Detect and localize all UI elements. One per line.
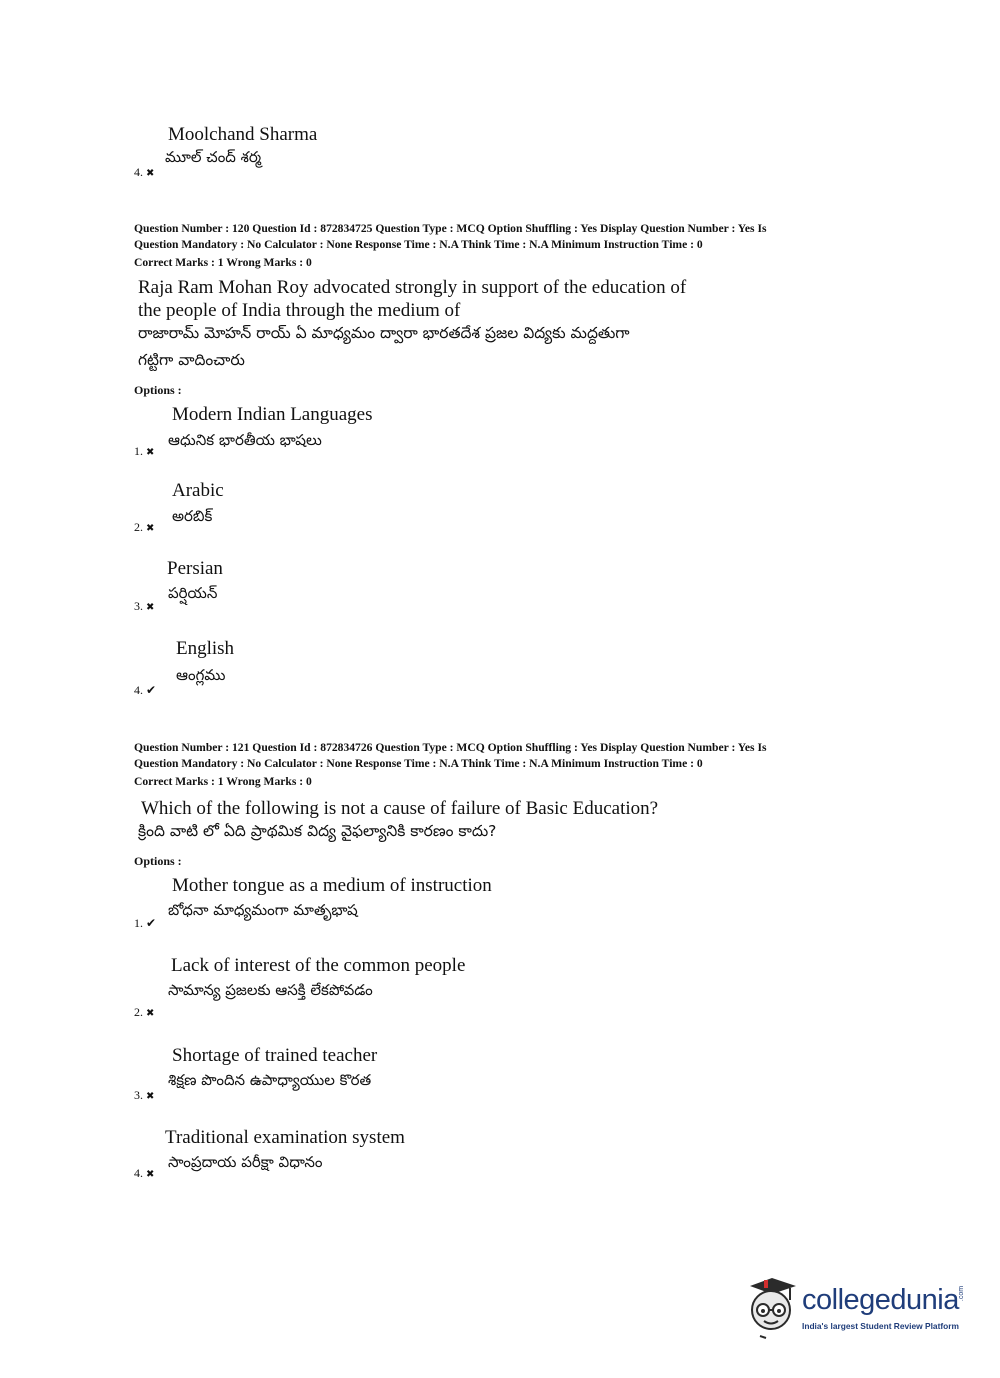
option-number: 3. [134,599,143,613]
wrong-mark-icon: ✖ [146,1169,155,1180]
q120-option-3-english: Persian [167,558,223,579]
q120-option-4-number [134,683,156,698]
q121-meta [134,740,874,790]
q120-question-telugu-line1: రాజారామ్ మోహన్ రాయ్ ఏ మాధ్యమం ద్వారా భారతదేశ ప్రజల విద్యకు మద్దతుగా [138,324,630,342]
collegedunia-logo [742,1276,972,1340]
option-number: 3. [134,1088,143,1102]
q121-question-telugu-line1: క్రింది వాటి లో ఏది ప్రాథమిక విద్య వైఫల్యానికి కారణం కాదు? [138,822,497,840]
q121-option-4-number [134,1166,154,1181]
q121-marks: Correct Marks : 1 Wrong Marks : 0 [134,775,312,788]
q120-option-2-english: Arabic [172,480,224,501]
q120-option-3-telugu: పర్షియన్ [168,584,218,602]
q120-option-3-number [134,599,154,614]
q120-options-label: Options : [134,383,182,397]
q121-option-1-english: Mother tongue as a medium of instruction [172,875,492,896]
wrong-mark-icon: ✖ [146,1008,155,1019]
correct-mark-icon: ✔ [146,916,157,930]
option-number: 2. [134,520,143,534]
prev-option-4-telugu: మూల్ చంద్ శర్మ [165,148,262,166]
q121-meta-line2: Question Mandatory : No Calculator : None Response Time : N.A Think Time : N.A Minimum Instruction Time : 0 [134,757,703,770]
correct-mark-icon: ✔ [146,683,157,697]
option-number: 4. [134,165,143,179]
q120-marks: Correct Marks : 1 Wrong Marks : 0 [134,256,312,269]
wrong-mark-icon: ✖ [146,168,155,179]
q120-option-1-number [134,444,154,459]
option-number: 1. [134,916,143,930]
q121-option-3-telugu: శిక్షణ పొందిన ఉపాధ్యాయుల కొరత [168,1071,372,1089]
q121-option-4-telugu: సాంప్రదాయ పరీక్షా విధానం [168,1153,323,1171]
option-number: 4. [134,1166,143,1180]
q120-option-4-english: English [176,638,235,659]
q120-option-2-number [134,520,154,535]
q121-options-label: Options : [134,854,182,868]
q121-option-3-number [134,1088,154,1103]
q120-meta [134,221,874,271]
q120-question-english-line2: the people of India through the medium of [138,300,461,321]
wrong-mark-icon: ✖ [146,447,155,458]
mascot-icon [742,1276,800,1340]
option-number: 1. [134,444,143,458]
q120-question-english-line1: Raja Ram Mohan Roy advocated strongly in support of the education of [138,277,687,298]
q121-meta-line1: Question Number : 121 Question Id : 872834726 Question Type : MCQ Option Shuffling : Yes Display Question Number : Yes Is [134,741,767,754]
q121-option-1-telugu: బోధనా మాధ్యమంగా మాతృభాష [168,901,358,919]
logo-wordmark: collegedunia [802,1284,959,1316]
wrong-mark-icon: ✖ [146,602,155,613]
q121-option-2-english: Lack of interest of the common people [171,955,466,976]
q120-option-1-english: Modern Indian Languages [172,404,373,425]
q121-option-3-english: Shortage of trained teacher [172,1045,378,1066]
logo-domain-suffix: .com [958,1285,966,1302]
q120-option-4-telugu: ఆంగ్లము [176,666,226,684]
prev-option-4-english: Moolchand Sharma [168,124,318,145]
q120-option-1-telugu: ఆధునిక భారతీయ భాషలు [168,431,322,449]
option-number: 2. [134,1005,143,1019]
wrong-mark-icon: ✖ [146,1091,155,1102]
q121-option-4-english: Traditional examination system [165,1127,405,1148]
wrong-mark-icon: ✖ [146,523,155,534]
option-number: 4. [134,683,143,697]
q121-option-2-telugu: సామాన్య ప్రజలకు ఆసక్తి లేకపోవడం [168,981,373,999]
logo-tagline: India's largest Student Review Platform [802,1321,959,1331]
q120-meta-line2: Question Mandatory : No Calculator : None Response Time : N.A Think Time : N.A Minimum Instruction Time : 0 [134,238,703,251]
q120-option-2-telugu: అరబిక్ [172,507,213,525]
q121-option-2-number [134,1005,154,1020]
q120-question-telugu-line2: గట్టిగా వాదించారు [138,351,245,369]
q121-question-english-line1: Which of the following is not a cause of failure of Basic Education? [141,798,659,819]
prev-option-4-number [134,165,154,180]
q121-option-1-number [134,916,156,931]
q120-meta-line1: Question Number : 120 Question Id : 872834725 Question Type : MCQ Option Shuffling : Yes Display Question Number : Yes Is [134,222,767,235]
